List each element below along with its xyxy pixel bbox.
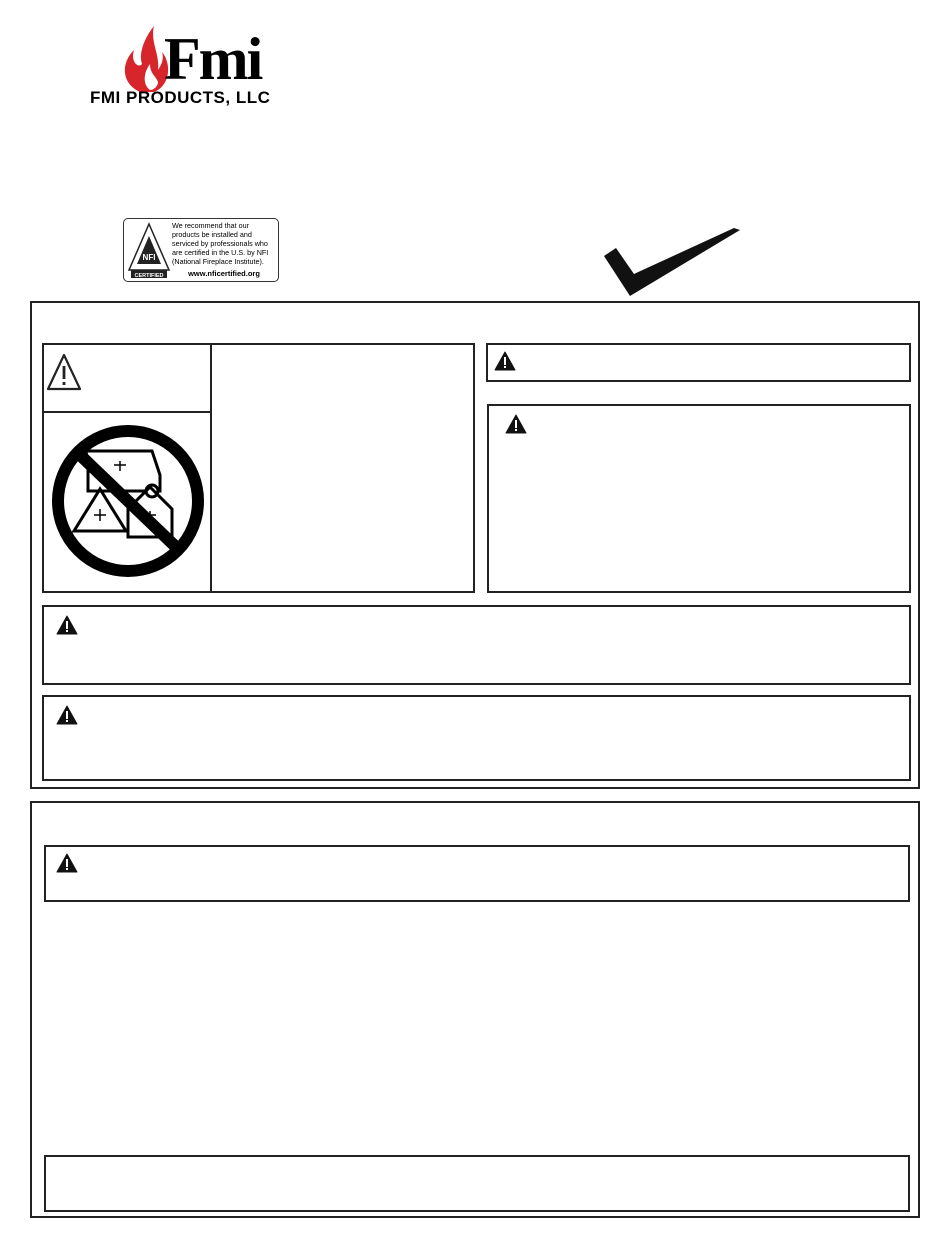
prohibited-cell bbox=[44, 413, 212, 591]
instructions-panel bbox=[30, 801, 920, 1218]
warning-box-right bbox=[487, 404, 911, 593]
logo-wordmark: Fmi bbox=[164, 26, 262, 92]
caution-triangle-icon bbox=[46, 353, 82, 393]
nfi-url: www.nficertified.org bbox=[188, 269, 260, 278]
company-name: FMI PRODUCTS, LLC bbox=[90, 88, 271, 107]
warning-triangle-icon bbox=[494, 351, 516, 371]
nfi-badge bbox=[123, 218, 279, 282]
warning-triangle-icon bbox=[56, 705, 78, 725]
warning-strip-bottom bbox=[44, 845, 910, 902]
caution-box bbox=[42, 343, 475, 593]
checkmark-icon bbox=[604, 226, 744, 298]
warning-panel bbox=[30, 301, 920, 789]
warning-triangle-icon bbox=[56, 615, 78, 635]
nfi-note: We recommend that our products be installed and serviced by professionals who are certified in the U.S. by NFI (National Fireplace Institute). bbox=[172, 221, 269, 266]
company-logo bbox=[90, 22, 318, 112]
warning-triangle-icon bbox=[505, 414, 527, 434]
nfi-seal-icon bbox=[127, 222, 171, 280]
no-vehicle-tent-home-icon bbox=[48, 421, 208, 581]
svg-text:NFI: NFI bbox=[142, 253, 156, 262]
warning-strip-right-top bbox=[486, 343, 911, 382]
caution-label-cell bbox=[44, 345, 212, 413]
footer-note-box bbox=[44, 1155, 910, 1212]
svg-text:CERTIFIED: CERTIFIED bbox=[134, 273, 164, 279]
warning-box-wide-1 bbox=[42, 605, 911, 685]
warning-box-wide-2 bbox=[42, 695, 911, 781]
warning-triangle-icon bbox=[56, 853, 78, 873]
